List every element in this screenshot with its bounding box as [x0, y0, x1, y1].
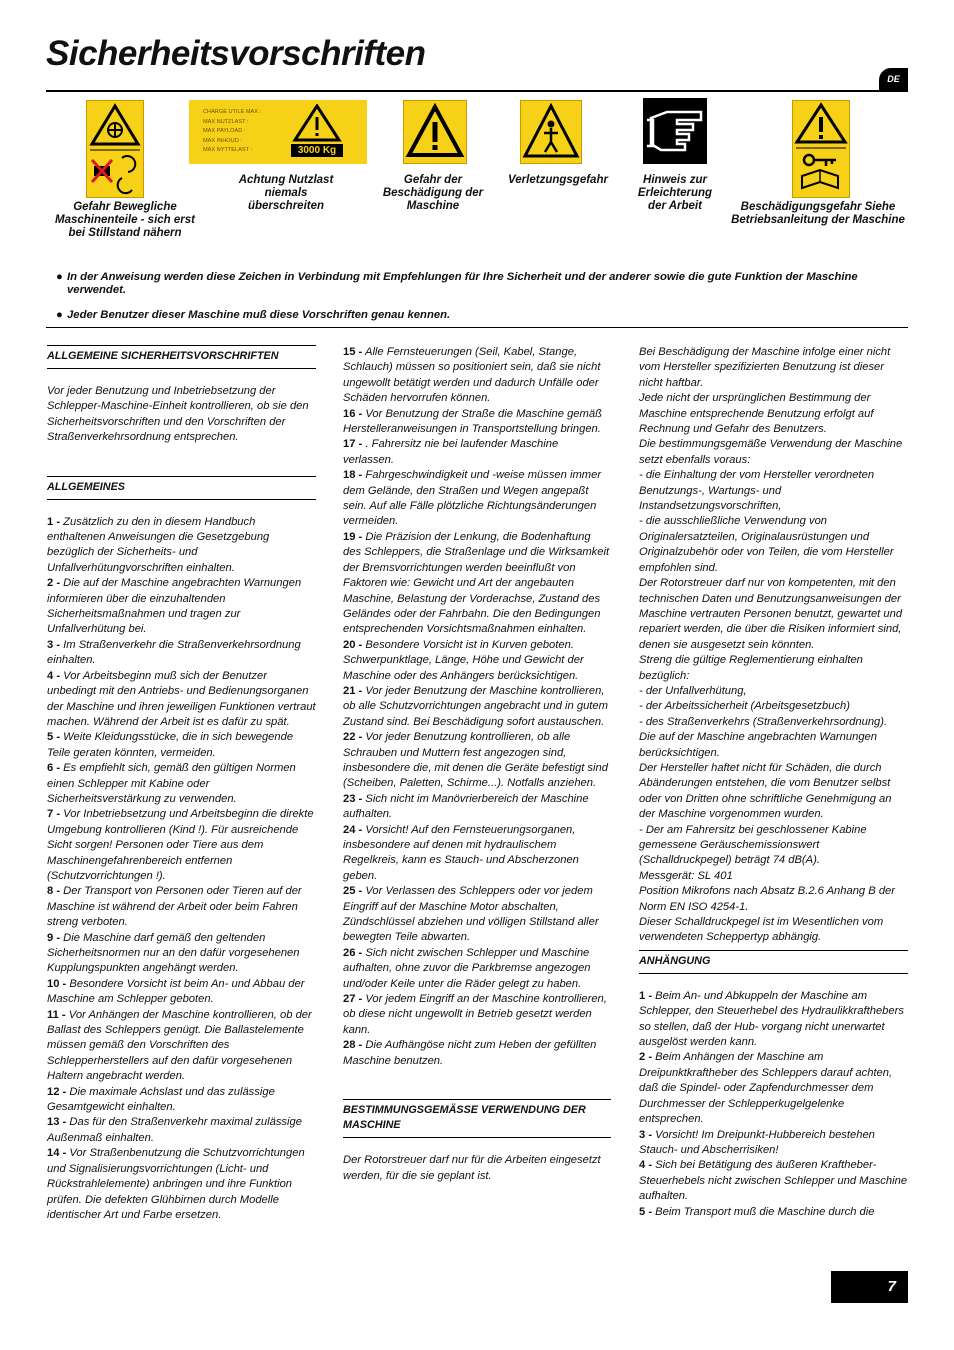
rule-number: 22 -: [343, 731, 363, 744]
rule-item: [47, 761, 316, 807]
machine-damage-warning-icon: [403, 100, 467, 164]
rule-text: Im Straßenverkehr die Straßenverkehrsordnung einhalten.: [47, 638, 301, 667]
paragraph: Der Rotorstreuer darf nur für die Arbeiten eingesetzt werden, für die sie geplant ist.: [343, 1154, 601, 1182]
rule-text: Besondere Vorsicht ist in Kurven geboten. Schwerpunktlage, Länge, Höhe und Gewicht der Maschine oder des Anhängers berücksichtigen.: [343, 638, 584, 682]
payload-value: 3000 Kg: [291, 144, 343, 157]
rule-text: Fahrgeschwindigkeit und -weise müssen immer dem Gelände, den Straßen und Wegen angepaßt sein. Auf alle Fälle plötzliche Richtungsänderungen vermeiden.: [343, 469, 602, 528]
rule-item: [343, 1038, 611, 1069]
pictogram-moving-parts: [86, 100, 144, 198]
rule-number: 1 -: [639, 989, 653, 1002]
rule-number: 3 -: [47, 638, 61, 651]
column-2: [343, 345, 611, 1184]
rule-number: 5 -: [639, 1205, 653, 1218]
rule-text: Sich nicht im Manövrierbereich der Maschine aufhalten.: [343, 792, 589, 821]
rule-text: Beim Anhängen der Maschine am Dreipunktkraftheber des Schleppers darauf achten, daß die Spindel- oder Zapfendurchmesser dem Durchmesser der Schlepperkugelgelenke entsprechen.: [639, 1051, 893, 1126]
rule-number: 27 -: [343, 993, 363, 1006]
paragraph: Die auf der Maschine angebrachten Warnungen berücksichtigen.: [639, 731, 877, 759]
rule-number: 6 -: [47, 762, 61, 775]
paragraph: Der Hersteller haftet nicht für Schäden, die durch Abänderungen entstehen, die vom Benutzer selbst oder von Dritten ohne schriftliche Genehmigung an der Maschine vorgenommen wurden.: [639, 761, 892, 821]
label-hint: Hinweis zur Erleichterung der Arbeit: [637, 174, 713, 212]
rule-item: [343, 730, 611, 792]
label-manual: Beschädigungsgefahr Siehe Betriebsanleitung der Maschine: [731, 201, 905, 226]
label-payload: Achtung Nutzlast niemals überschreiten: [238, 174, 334, 212]
rule-text: Vor Benutzung der Straße die Maschine gemäß Herstelleranweisungen in Transportstellung bringen.: [343, 407, 602, 436]
rule-number: 17 -: [343, 438, 363, 451]
moving-parts-warning-icon: [86, 100, 144, 198]
rule-text: Beim Transport muß die Maschine durch die: [655, 1205, 875, 1218]
rule-number: 24 -: [343, 823, 363, 836]
rule-item: [47, 931, 316, 977]
column-1: [47, 345, 316, 1223]
intro-separator: [46, 327, 908, 328]
section-heading: BESTIMMUNGSGEMÄSSE VERWENDUNG DER MASCHINE: [343, 1099, 611, 1138]
rule-list: [47, 515, 316, 1224]
paragraph-group: [639, 345, 908, 946]
rule-text: Sich bei Betätigung des äußeren Kraftheber-Steuerhebels nicht zwischen Schlepper und Maschine aufhalten.: [639, 1159, 908, 1203]
rule-text: Der Transport von Personen oder Tieren auf der Maschine ist während der Arbeit oder beim Fahren streng verboten.: [47, 885, 302, 929]
rule-number: 18 -: [343, 469, 363, 482]
paragraph: Vor jeder Benutzung und Inbetriebsetzung der Schlepper-Maschine-Einheit kontrollieren, ob sie den Sicherheitsvorschriften und den Vorschriften der Straßenverkehrsordnung entsprechen.: [47, 385, 309, 444]
rule-number: 13 -: [47, 1116, 67, 1129]
rule-text: Die maximale Achslast und das zulässige Gesamtgewicht einhalten.: [47, 1085, 275, 1114]
rule-item: [343, 345, 611, 407]
rule-text: Die auf der Maschine angebrachten Warnungen informieren über die einzuhaltenden Sicherheitsmaßnahmen und tragen zur Unfallverhütung bei.: [47, 577, 302, 636]
rule-number: 9 -: [47, 931, 61, 944]
paragraph: - die Einhaltung der vom Hersteller verordneten Benutzungs-, Wartungs- und Instandsetzungsvorschriften,: [639, 469, 875, 513]
pictogram-manual: [792, 100, 850, 198]
section-heading: ALLGEMEINE SICHERHEITSVORSCHRIFTEN: [47, 345, 316, 369]
rule-text: Vorsicht! Im Dreipunkt-Hubbereich bestehen Stauch- und Abscherrisiken!: [639, 1128, 875, 1156]
column-3: [639, 345, 908, 1220]
rule-item: [343, 946, 611, 992]
rule-item: [47, 669, 316, 731]
rule-list: [343, 345, 611, 1069]
rule-number: 8 -: [47, 885, 61, 898]
intro-text: In der Anweisung werden diese Zeichen in Verbindung mit Empfehlungen für Ihre Sicherheit und der anderer sowie die gute Funktion der Maschine verwendet.: [67, 271, 858, 296]
rule-item: [639, 989, 908, 1051]
rule-number: 12 -: [47, 1085, 67, 1098]
rule-text: Die Maschine darf gemäß den geltenden Sicherheitsnormen nur an den dafür vorgesehenen Kupplungspunkten angehängt werden.: [47, 931, 300, 975]
rule-item: [639, 1205, 908, 1220]
rule-text: Vor Arbeitsbeginn muß sich der Benutzer unbedingt mit den Antriebs- und Bedienungsorganen der Maschine und ihren jeweiligen Funktionen vertraut machen. Während der Arbeit ist es dafür zu spät.: [47, 669, 316, 728]
manual-warning-icon: [792, 100, 850, 198]
rule-number: 25 -: [343, 885, 363, 898]
rule-number: 3 -: [639, 1128, 653, 1141]
rule-text: Weite Kleidungsstücke, die in sich bewegende Teile geraten könnten, vermeiden.: [47, 731, 294, 759]
language-badge: DE: [879, 68, 908, 90]
hint-hand-icon: [643, 98, 707, 164]
pictogram-injury: [520, 100, 582, 164]
paragraph: - der Unfallverhütung,: [639, 684, 747, 697]
rule-text: Vorsicht! Auf den Fernsteuerungsorganen, insbesondere auf denen mit hydraulischem Regelkreis, kann es Stauch- und Abscherzonen geben.: [343, 823, 579, 882]
rule-item: [343, 884, 611, 946]
rule-text: Die Präzision der Lenkung, die Bodenhaftung des Schleppers, die Straßenlage und die Wirksamkeit der Bremsvorrichtungen werden beeinflußt von Faktoren wie: Gewicht und Art der angebauten Maschine, Belastung der Vorderachse, Zustand des Geländes oder der Fahrbahn. Die den Bedingungen entsprechenden Vorsichtsmaßnahmen einhalten.: [343, 530, 610, 636]
rule-text: Vor jeder Benutzung kontrollieren, ob alle Schrauben und Muttern fest angezogen sind, insbesondere die, mit denen die Geräte befestigt sind (Scheiben, Paletten, Schirme...). Notfalls anziehen.: [343, 731, 608, 790]
paragraph: - des Straßenverkehrs (Straßenverkehrsordnung).: [639, 715, 888, 728]
rule-number: 2 -: [47, 577, 61, 590]
paragraph: Streng die gültige Reglementierung einhalten bezüglich:: [639, 654, 863, 682]
rule-text: Das für den Straßenverkehr maximal zulässige Außenmaß einhalten.: [47, 1116, 302, 1144]
rule-item: [343, 792, 611, 823]
section-heading: ANHÄNGUNG: [639, 950, 908, 974]
rule-item: [343, 684, 611, 730]
paragraph: - der Arbeitssicherheit (Arbeitsgesetzbuch): [639, 700, 850, 713]
rule-item: [47, 1115, 316, 1146]
rule-text: Vor Anhängen der Maschine kontrollieren, ob der Ballast des Schleppers genügt. Die Ballastelemente müssen gemäß den Vorschriften des Schlepperherstellers auf den dafür vorgesehenen Haltern angebracht werden.: [47, 1008, 312, 1083]
rule-text: Die Aufhängöse nicht zum Heben der gefüllten Maschine benutzen.: [343, 1039, 597, 1067]
payload-sign-line: MAX NYTTELAST :: [203, 147, 253, 153]
rule-number: 7 -: [47, 808, 61, 821]
rule-item: [47, 515, 316, 577]
page-title: Sicherheitsvorschriften: [46, 34, 426, 73]
rule-item: [47, 576, 316, 638]
pictogram-hint: [643, 98, 707, 164]
rule-number: 26 -: [343, 946, 363, 959]
rule-number: 16 -: [343, 407, 363, 420]
rule-text: Vor jeder Benutzung der Maschine kontrollieren, ob alle Schutzvorrichtungen angebracht und in gutem Zustand sind. Bei Beschädigung sofort austauschen.: [343, 684, 608, 728]
paragraph: Jede nicht der ursprünglichen Bestimmung der Maschine entsprechende Benutzung erfolgt auf Rechnung und Gefahr des Benutzers.: [639, 392, 874, 436]
rule-text: Sich nicht zwischen Schlepper und Maschine aufhalten, ohne zuvor die Parkbremse angezogen und/oder Keile unter die Räder gelegt zu haben.: [343, 946, 591, 990]
bullet-icon: ●: [56, 271, 63, 283]
rule-item: [639, 1158, 908, 1204]
rule-text: Vor Inbetriebsetzung und Arbeitsbeginn die direkte Umgebung kontrollieren (Kind !). Für ausreichende Sicht sorgen! Personen oder Tiere aus dem Maschinengefahrenbereich entfernen (Schutzvorrichtungen !).: [47, 808, 314, 882]
label-injury: Verletzungsgefahr: [508, 174, 608, 186]
rule-item: [343, 407, 611, 438]
rule-text: . Fahrersitz nie bei laufender Maschine verlassen.: [343, 438, 559, 466]
rule-item: [343, 992, 611, 1038]
paragraph: Dieser Schalldruckpegel ist im Wesentlichen vom verwendeten Scheppertyp abhängig.: [639, 916, 884, 944]
rule-item: [47, 807, 316, 884]
rule-item: [343, 468, 611, 530]
rule-item: [47, 1008, 316, 1085]
rule-number: 28 -: [343, 1039, 363, 1052]
pictogram-payload: [189, 100, 367, 164]
rule-item: [47, 1146, 316, 1223]
rule-item: [343, 530, 611, 638]
payload-sign-line: MAX PAYLOAD :: [203, 128, 246, 134]
paragraph: Der Rotorstreuer darf nur von kompetenten, mit den technischen Daten und Benutzungsanweisungen der Maschine vertrauten Personen benutzt, gewartet und repariert werden, die über die Risiken informiert sind, denen sie ausgesetzt sein könnten.: [639, 577, 903, 651]
page-number: 7: [831, 1271, 908, 1303]
rule-list: [639, 989, 908, 1220]
rule-number: 15 -: [343, 346, 363, 358]
section-heading: ALLGEMEINES: [47, 476, 316, 500]
intro-bullet: [56, 271, 896, 296]
rule-number: 11 -: [47, 1008, 66, 1021]
injury-warning-icon: [520, 100, 582, 164]
header-rule: [46, 90, 908, 92]
rule-item: [47, 1085, 316, 1116]
rule-number: 4 -: [47, 669, 61, 682]
rule-number: 5 -: [47, 731, 61, 744]
rule-text: Zusätzlich zu den in diesem Handbuch enthaltenen Anweisungen die Gesetzgebung bezüglich der Sicherheits- und Unfallverhütungvorschriften einhalten.: [47, 515, 270, 574]
label-machine-damage: Gefahr der Beschädigung der Maschine: [382, 174, 484, 212]
rule-number: 1 -: [47, 515, 61, 528]
rule-item: [639, 1128, 908, 1159]
rule-item: [47, 977, 316, 1008]
rule-number: 14 -: [47, 1147, 67, 1160]
rule-text: Alle Fernsteuerungen (Seil, Kabel, Stange, Schlauch) müssen so positioniert sein, daß sie nicht ungewollt betätigt werden und dadurch Unfälle oder Schäden hervorrufen können.: [343, 346, 601, 405]
rule-item: [47, 638, 316, 669]
payload-sign-line: MAX INHOUD :: [203, 137, 242, 144]
payload-sign-line: MAX NUTZLAST :: [203, 118, 249, 125]
rule-number: 21 -: [343, 684, 363, 697]
rule-number: 2 -: [639, 1051, 653, 1064]
label-moving-parts: Gefahr Bewegliche Maschinenteile - sich erst bei Stillstand nähern: [55, 201, 195, 239]
paragraph: Messgerät: SL 401: [639, 869, 733, 882]
rule-number: 23 -: [343, 792, 363, 805]
rule-text: Es empfiehlt sich, gemäß den gültigen Normen einen Schlepper mit Kabine oder Sicherheitsverstärkung zu verwenden.: [47, 762, 296, 805]
rule-number: 19 -: [343, 530, 363, 543]
rule-item: [47, 884, 316, 930]
paragraph: - die ausschließliche Verwendung von Originalersatzteilen, Originalausrüstungen und Originalzubehör oder von Teilen, die vom Hersteller empfohlen sind.: [639, 515, 894, 574]
rule-text: Besondere Vorsicht ist beim An- und Abbau der Maschine am Schlepper geboten.: [47, 977, 305, 1006]
rule-item: [343, 823, 611, 885]
rule-number: 4 -: [639, 1159, 653, 1172]
rule-item: [47, 730, 316, 761]
paragraph: Die bestimmungsgemäße Verwendung der Maschine setzt ebenfalls voraus:: [639, 438, 903, 466]
payload-warning-icon: [292, 104, 342, 142]
rule-number: 10 -: [47, 977, 67, 990]
rule-number: 20 -: [343, 638, 363, 651]
intro-text: Jeder Benutzer dieser Maschine muß diese Vorschriften genau kennen.: [67, 309, 451, 321]
paragraph: - Der am Fahrersitz bei geschlossener Kabine gemessene Geräuschemissionswert (Schalldruckpegel) beträgt 74 dB(A).: [639, 823, 867, 867]
rule-item: [639, 1050, 908, 1127]
intro-bullet: [56, 309, 896, 322]
paragraph: Bei Beschädigung der Maschine infolge einer nicht vom Hersteller spezifizierten Benutzung ist dieser nicht haftbar.: [639, 346, 891, 389]
pictogram-machine-damage: [403, 100, 467, 164]
paragraph: Position Mikrofons nach Absatz B.2.6 Anhang B der Norm EN ISO 4254-1.: [639, 885, 896, 913]
rule-text: Beim An- und Abkuppeln der Maschine am Schlepper, den Steuerhebel des Hydraulikkrafthebers so stellen, daß der Hub- vorgang nicht unerwartet ausgelöst werden kann.: [639, 989, 904, 1049]
payload-sign-line: CHARGE UTILE MAX :: [203, 109, 262, 115]
rule-item: [343, 437, 611, 468]
rule-text: Vor Verlassen des Schleppers oder vor jedem Eingriff auf der Maschine Motor abschalten, Zündschlüssel abziehen und völligen Stillstand aller bewegten Teile abwarten.: [343, 885, 599, 944]
bullet-icon: ●: [56, 309, 63, 321]
rule-text: Vor Straßenbenutzung die Schutzvorrichtungen und Signalisierungsvorrichtungen (Licht- und Rückstrahlelemente) anbringen und ihre Funktion prüfen. Die defekten Glühbirnen durch Modelle identischer Art und Farbe ersetzen.: [47, 1147, 305, 1221]
rule-item: [343, 638, 611, 684]
rule-text: Vor jedem Eingriff an der Maschine kontrollieren, ob diese nicht ungewollt in Betrieb gesetzt werden kann.: [343, 993, 607, 1036]
